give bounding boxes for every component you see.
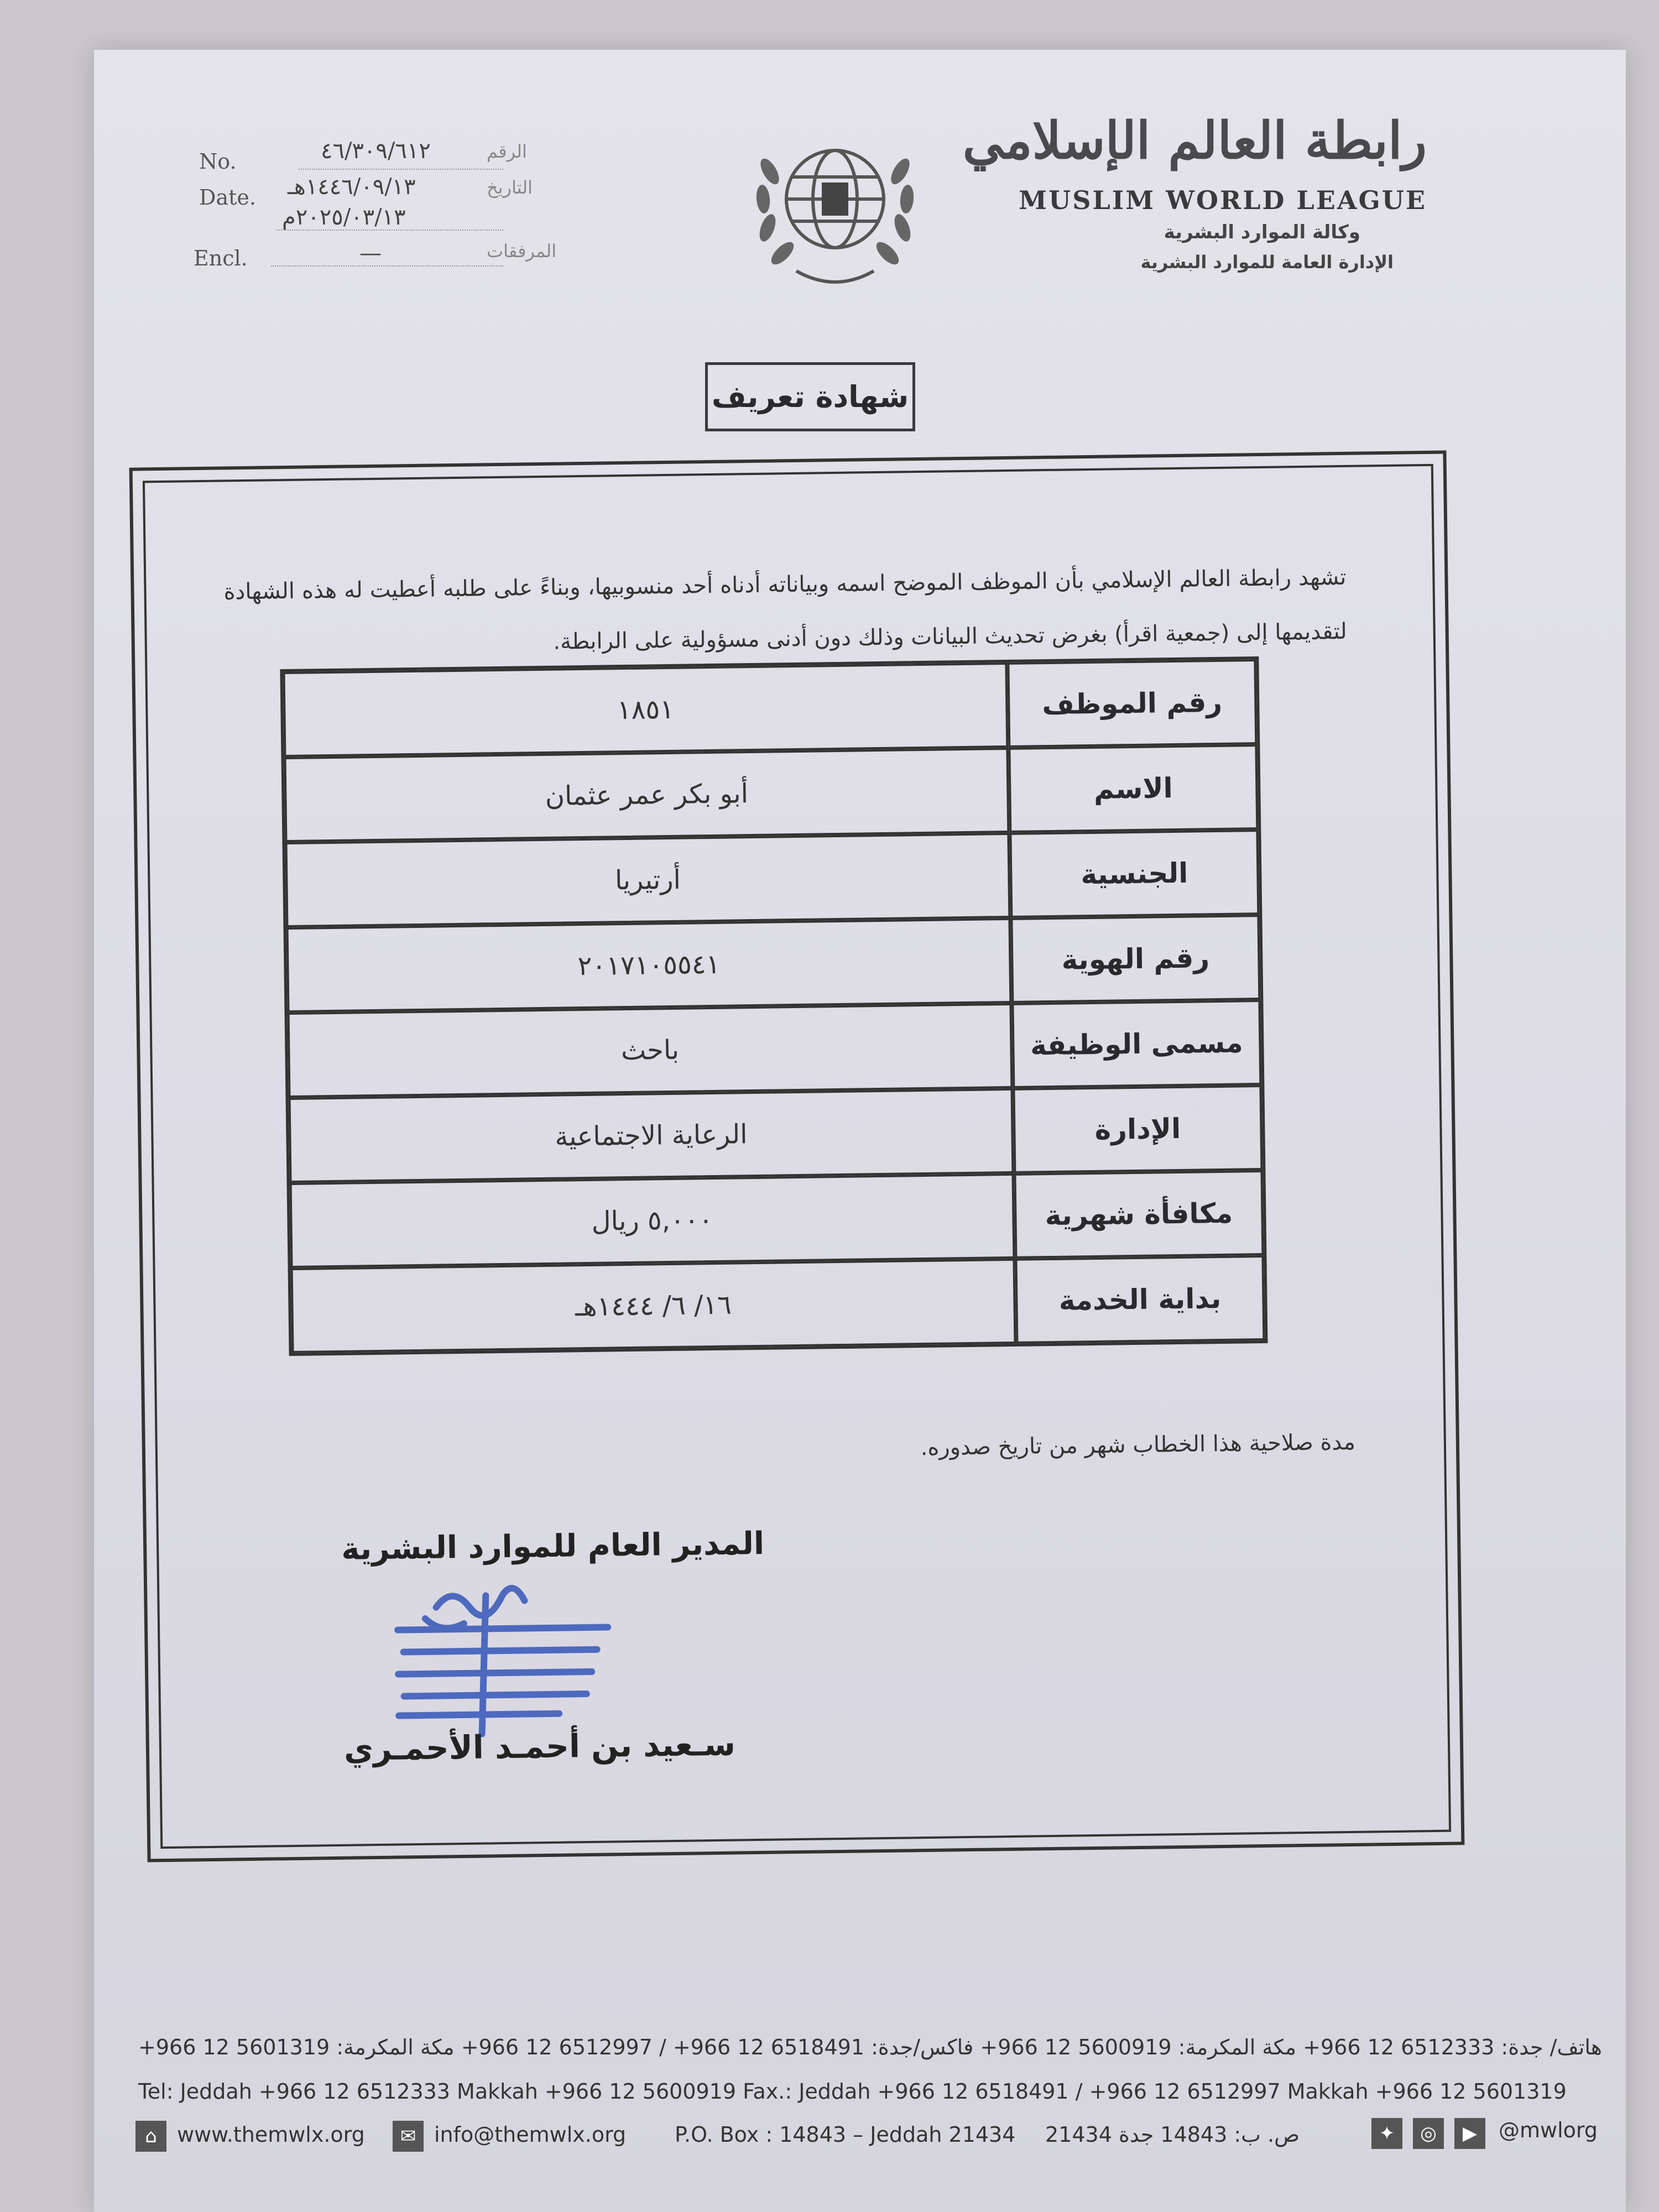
agency-name: وكالة الموارد البشرية [1164,221,1360,243]
signatory-name: سـعيد بن أحمـد الأحمـري [343,1725,736,1768]
no-value: ٤٦/٣٠٩/٦١٢ [321,138,431,164]
info-row [284,744,1258,842]
info-row-value: ٥,٠٠٠ ريال [290,1173,1015,1268]
signatory-title: المدير العام للموارد البشرية [341,1525,765,1567]
content-frame-inner [143,464,1451,1849]
info-row [291,1255,1265,1353]
date-label: Date. [199,185,256,210]
info-row [285,830,1259,927]
encl-value: — [359,241,382,266]
org-name-arabic: رابطة العالم الإسلامي [962,111,1427,170]
footer-contacts-english: Tel: Jeddah +966 12 6512333 Makkah +966 12 5600919 Fax.: Jeddah +966 12 6518491 / +966 12 6512997 Makkah +966 12 5601319 [138,2079,1567,2104]
encl-underline [271,265,503,267]
document-title: شهادة تعريف [705,362,915,431]
info-row [289,1085,1263,1183]
footer-contacts-arabic: هاتف/ جدة: 6512333 12 966+ مكة المكرمة: 5600919 12 966+ فاكس/جدة: 6518491 12 966+ / 6512997 12 966+ مكة المكرمة: 5601319 12 966+ [138,2035,1602,2059]
info-row [283,659,1257,757]
info-row-value: أرتيريا [285,833,1010,927]
info-row-value: أبو بكر عمر عثمان [284,748,1009,842]
footer-pobox-arabic: ص. ب: 14843 جدة 21434 [1045,2122,1300,2147]
date-label-arabic: التاريخ [487,177,533,198]
intro-paragraph: تشهد رابطة العالم الإسلامي بأن الموظف الموضح اسمه وبياناته أدناه أحد منسوبيها، وبناءً على طلبه أعطيت له هذه الشهادة لتقديمها إلى (جمعية اقرأ) بغرض تحديث البيانات وذلك دون أدنى مسؤولية على الرابطة. [223,564,1347,655]
no-label-arabic: الرقم [487,141,527,162]
info-row [290,1170,1264,1268]
info-row-label: الاسم [1008,744,1258,833]
info-row [288,1000,1262,1098]
youtube-icon[interactable]: ▶ [1454,2118,1485,2149]
date-hijri: ١٤٤٦/٠٩/١٣هـ [288,174,416,200]
validity-note: مدة صلاحية هذا الخطاب شهر من تاريخ صدوره. [920,1429,1356,1461]
encl-label: Encl. [194,246,248,270]
info-row-value: الرعاية الاجتماعية [289,1088,1014,1183]
info-row-value: ١٦/ ٦/ ١٤٤٤هـ [291,1259,1016,1353]
instagram-icon[interactable]: ◎ [1413,2118,1444,2149]
footer-social-handle[interactable]: @mwlorg [1499,2118,1598,2142]
info-row-value: باحث [288,1003,1013,1098]
footer-email[interactable]: info@themwlx.org [434,2122,627,2147]
encl-label-arabic: المرفقات [487,241,557,262]
no-underline [299,169,503,170]
footer-website[interactable]: www.themwlx.org [177,2122,365,2147]
info-row-label: رقم الهوية [1010,915,1260,1003]
info-row-label: مكافأة شهرية [1014,1170,1264,1259]
info-row-label: الجنسية [1009,830,1259,918]
mail-icon: ✉ [393,2121,424,2152]
employee-info-table [280,656,1267,1356]
letter-page [94,50,1626,2212]
info-row-label: الإدارة [1013,1085,1262,1173]
emblem-logo [730,105,940,315]
footer-pobox-english: P.O. Box : 14843 – Jeddah 21434 [675,2122,1016,2147]
date-underline [276,229,503,231]
org-name-english: MUSLIM WORLD LEAGUE [1019,185,1427,215]
info-row-label: رقم الموظف [1007,659,1257,748]
info-row-value: ١٨٥١ [283,662,1008,757]
info-row-label: بداية الخدمة [1015,1255,1265,1344]
date-gregorian: ٢٠٢٥/٠٣/١٣م [282,205,406,230]
info-row [286,915,1261,1013]
handwritten-signature [392,1572,615,1740]
info-row-label: مسمى الوظيفة [1011,1000,1261,1088]
home-icon: ⌂ [135,2121,166,2152]
no-label: No. [199,149,237,174]
content-frame [129,451,1465,1863]
info-row-value: ٢٠١٧١٠٥٥٤١ [286,918,1012,1013]
department-name: الإدارة العامة للموارد البشرية [1140,252,1394,273]
twitter-icon[interactable]: ✦ [1371,2118,1402,2149]
